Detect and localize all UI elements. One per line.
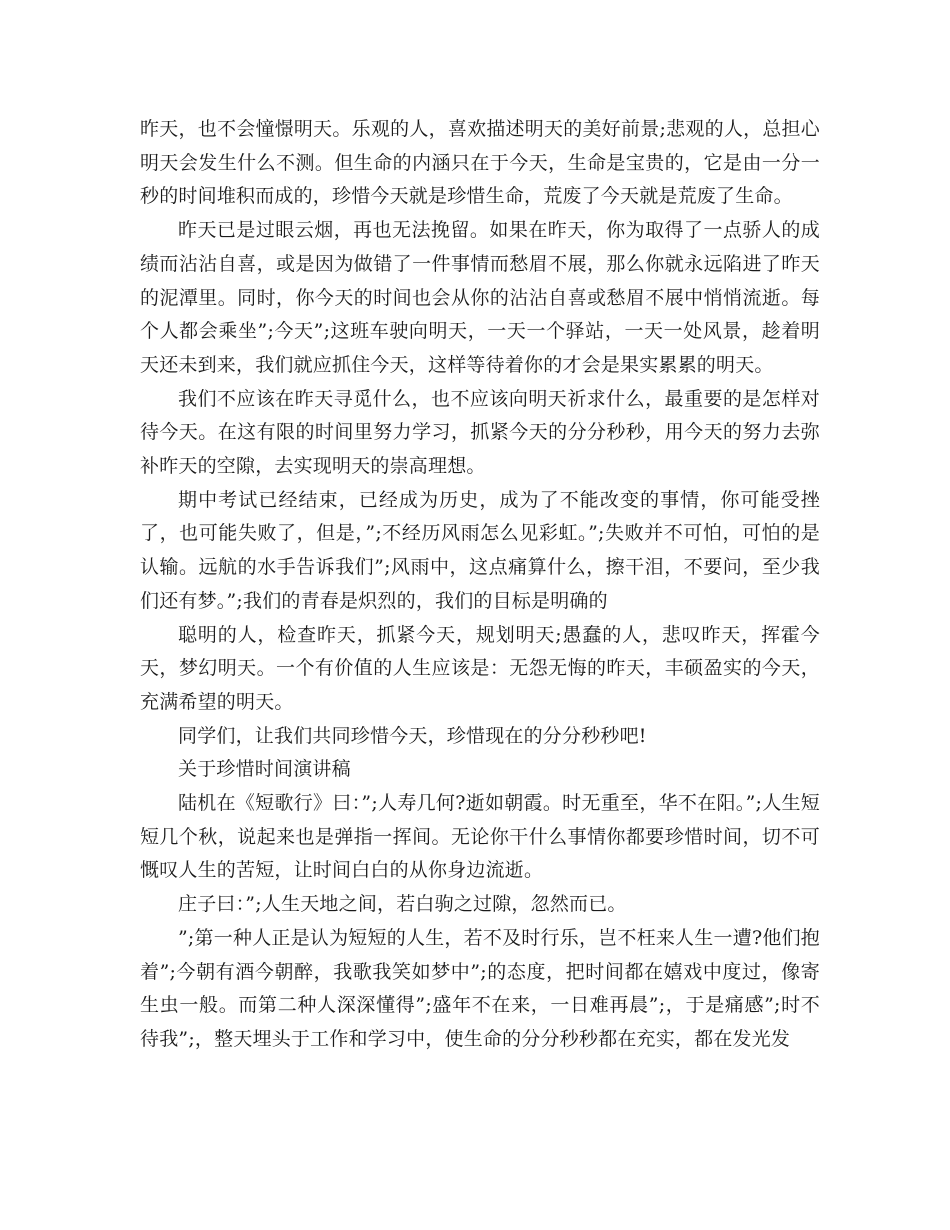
- paragraph-5: 聪明的人，检查昨天，抓紧今天，规划明天;愚蠢的人，悲叹昨天，挥霍今天，梦幻明天。一个有价值的人生应该是：无怨无悔的昨天，丰硕盈实的今天，充满希望的明天。: [140, 623, 820, 713]
- paragraph-9: ”;第一种人正是认为短短的人生，若不及时行乐，岂不枉来人生一遭?他们抱着”;今朝有酒今朝醉，我歌我笑如梦中”;的态度，把时间都在嬉戏中度过，像寄生虫一般。而第二种人深深懂得”;盛年不在来，一日难再晨”;，于是痛感”;时不待我”;，整天埋头于工作和学习中，使生命的分分秒秒都在充实，都在发光发: [140, 926, 820, 1050]
- paragraph-3: 我们不应该在昨天寻觅什么，也不应该向明天祈求什么，最重要的是怎样对待今天。在这有限的时间里努力学习，抓紧今天的分分秒秒，用今天的努力去弥补昨天的空隙，去实现明天的崇高理想。: [140, 387, 820, 478]
- paragraph-2: 昨天已是过眼云烟，再也无法挽留。如果在昨天，你为取得了一点骄人的成绩而沾沾自喜，或是因为做错了一件事情而愁眉不展，那么你就永远陷进了昨天的泥潭里。同时，你今天的时间也会从你的沾沾自喜或愁眉不展中悄悄流逝。每个人都会乘坐”;今天”;这班车驶向明天，一天一个驿站，一天一处风景，趁着明天还未到来，我们就应抓住今天，这样等待着你的才会是果实累累的明天。: [140, 219, 820, 376]
- document-body: [140, 113, 820, 1057]
- paragraph-8: 庄子曰：”;人生天地之间，若白驹之过隙，忽然而已。: [178, 893, 627, 916]
- paragraph-1: 昨天，也不会憧憬明天。乐观的人，喜欢描述明天的美好前景;悲观的人，总担心明天会发生什么不测。但生命的内涵只在于今天，生命是宝贵的，它是由一分一秒的时间堆积而成的，珍惜今天就是珍惜生命，荒废了今天就是荒废了生命。: [140, 118, 820, 208]
- paragraph-7: 陆机在《短歌行》曰：”;人寿几何?逝如朝霞。时无重至，华不在阳。”;人生短短几个秋，说起来也是弹指一挥间。无论你干什么事情你都要珍惜时间，切不可慨叹人生的苦短，让时间白白的从你身边流逝。: [140, 792, 820, 882]
- paragraph-6: 同学们，让我们共同珍惜今天，珍惜现在的分分秒秒吧!: [178, 724, 647, 747]
- paragraph-4: 期中考试已经结束，已经成为历史，成为了不能改变的事情，你可能受挫了，也可能失败了，但是，”;不经历风雨怎么见彩虹。”;失败并不可怕，可怕的是认输。远航的水手告诉我们”;风雨中，这点痛算什么，擦干泪，不要问，至少我们还有梦。”;我们的青春是炽烈的，我们的目标是明确的: [140, 488, 820, 612]
- section-title: 关于珍惜时间演讲稿: [178, 758, 351, 781]
